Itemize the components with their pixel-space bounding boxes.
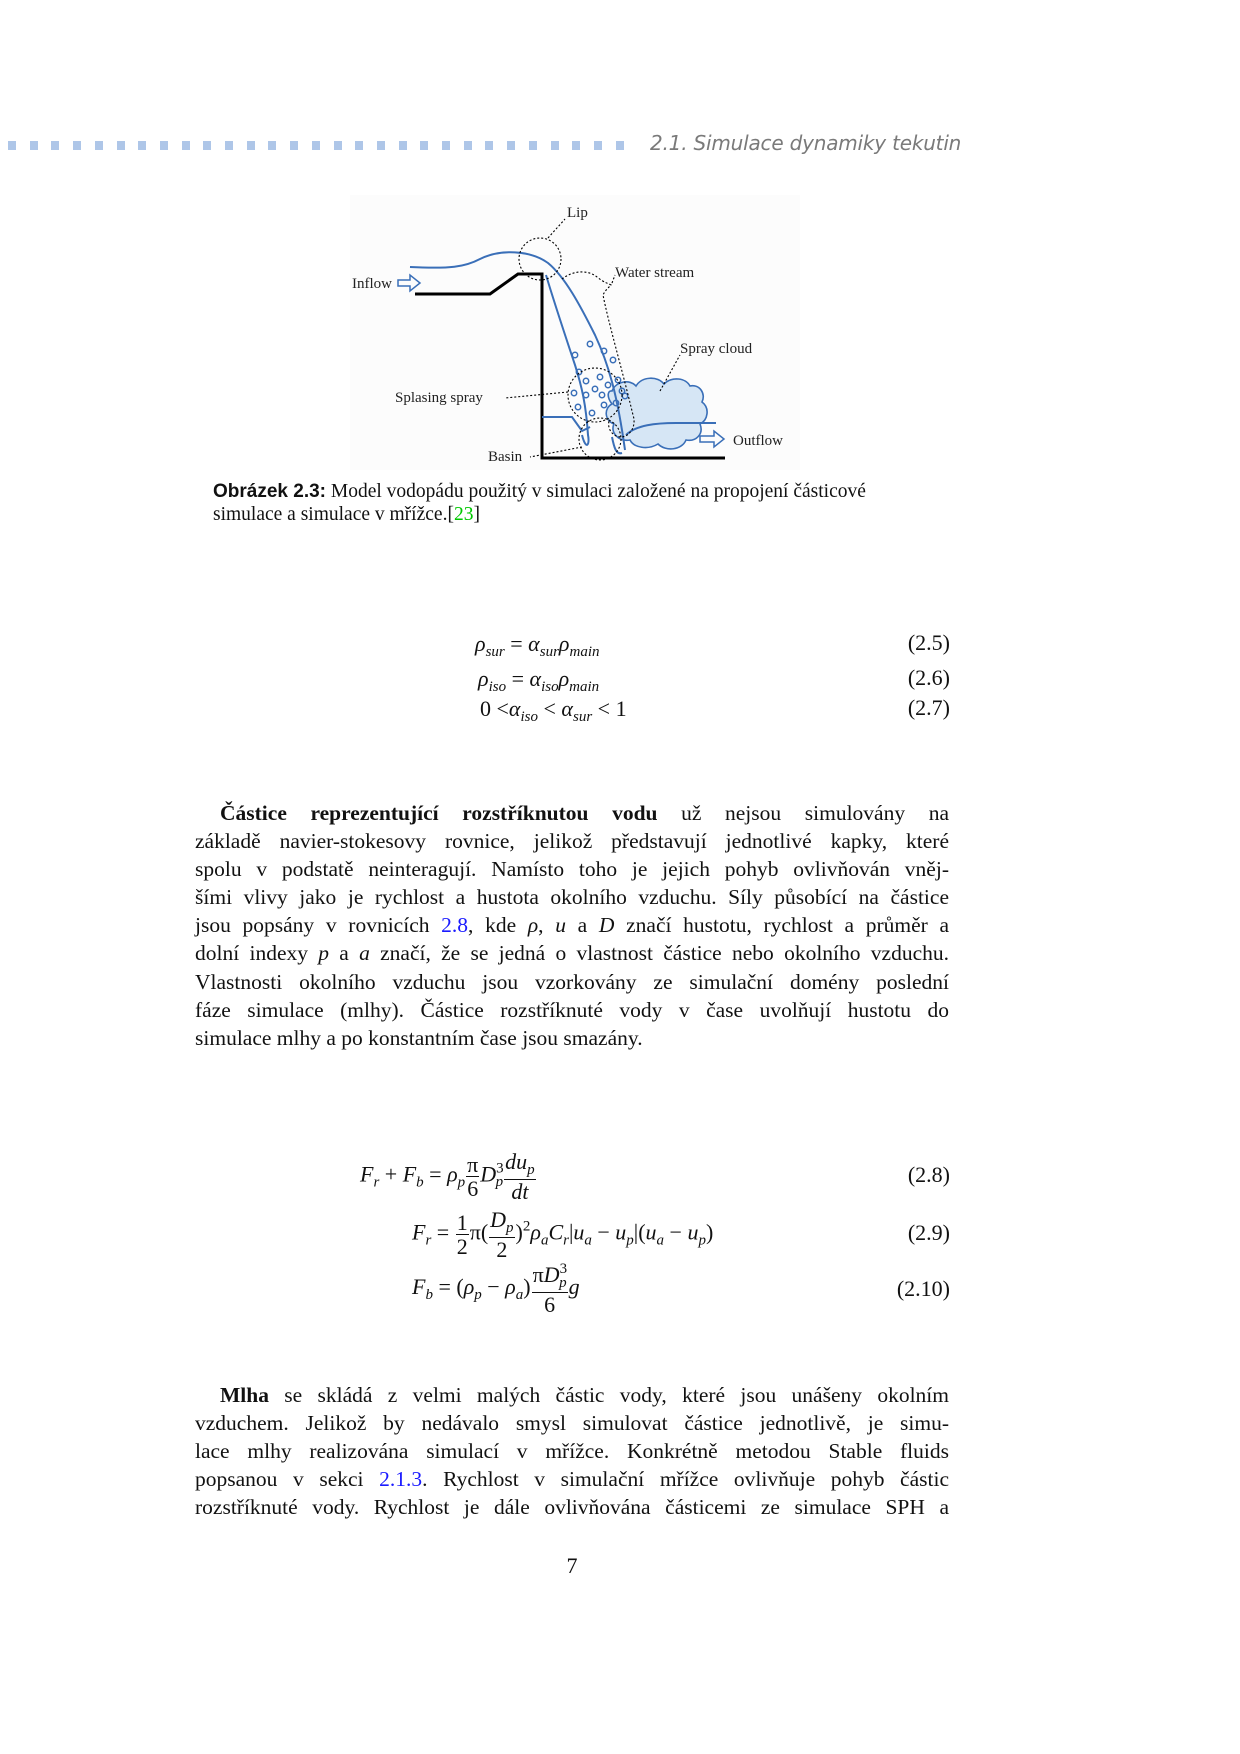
waterfall-model-figure xyxy=(350,195,800,470)
header-dot xyxy=(138,141,146,150)
section-ref-link[interactable]: 2.1.3 xyxy=(379,1467,423,1492)
header-dot xyxy=(594,141,602,150)
header-dot xyxy=(247,141,255,150)
header-dot-rule xyxy=(8,141,628,151)
header-dot xyxy=(399,141,407,150)
label-splasing-spray: Splasing spray xyxy=(395,390,483,406)
equation-ref-link[interactable]: 2.8 xyxy=(441,913,469,938)
caption-label: Obrázek 2.3: xyxy=(213,481,326,502)
equation-number: (2.5) xyxy=(907,630,950,655)
label-spray-cloud: Spray cloud xyxy=(680,341,753,357)
header-dot xyxy=(420,141,428,150)
caption-text-line1: Model vodopádu použitý v simulaci založené na propojení částicové xyxy=(330,481,866,502)
header-dot xyxy=(312,141,320,150)
equation-2-5: $\rho_{sur} = \alpha_{sur}\rho_{main}$ xyxy=(475,631,600,660)
page-number: 7 xyxy=(566,1553,578,1578)
equation-2-8: $F_r + F_b = \rho_p$ $\frac{\pi}{6}$ $D^3_p$ $\frac{du_p}{dt}$ xyxy=(360,1149,535,1204)
header-dot xyxy=(529,141,537,150)
figure-caption: Obrázek 2.3: Model vodopádu použitý v simulaci založené na propojení částicové simulace a simulace v mřížce.[23] xyxy=(213,481,866,525)
header-dot xyxy=(51,141,59,150)
running-header-section-title: 2.1. Simulace dynamiky tekutin xyxy=(650,131,962,155)
equation-number: (2.7) xyxy=(907,695,950,720)
equation-2-9: $F_r$ = $\frac{1}{2}$ π( $\frac{D_p}{2}$ )$^2\rho_aC_r|u_a - u_p|(u_a - u_p)$ xyxy=(412,1207,714,1262)
header-dot xyxy=(485,141,493,150)
caption-text-line2: simulace a simulace v mřížce. xyxy=(213,504,448,525)
header-dot xyxy=(616,141,624,150)
equation-2-7: $0 <\alpha_{iso} < \alpha_{sur} < 1$ xyxy=(480,696,627,725)
header-dot xyxy=(268,141,276,150)
equation-number: (2.9) xyxy=(907,1220,950,1245)
header-dot xyxy=(464,141,472,150)
header-dot xyxy=(203,141,211,150)
paragraph-spray-particles: Částice reprezentující rozstříknutou vodu už nejsou simulovány na základě navier-stokesovy rovnice, jelikož představují jednotlivé kapky, které spolu v podstatě neinteragují. Namísto toho je jejich pohyb ovlivňován vněj- šími vlivy jako je rychlost a hustota okolního vzduchu. Síly působící na částice jsou popsány v rovnicích 2.8, kde ρ, u a D značí hustotu, rychlost a průměr a dolní indexy p a a značí, že se jedná o vlastnost částice nebo okolního vzduchu. Vlastnosti okolního vzduchu jsou vzorkovány ze simulační domény poslední fáze simulace (mlhy). Částice rozstříknuté vody v čase uvolňují hustotu do simulace mlhy a po konstantním čase jsou smazány. xyxy=(195,801,950,1050)
header-dot xyxy=(225,141,233,150)
header-dot xyxy=(377,141,385,150)
equation-number: (2.6) xyxy=(907,665,950,690)
label-basin: Basin xyxy=(488,449,523,465)
header-dot xyxy=(507,141,515,150)
header-dot xyxy=(334,141,342,150)
header-dot xyxy=(290,141,298,150)
header-dot xyxy=(442,141,450,150)
header-dot xyxy=(30,141,38,150)
header-dot xyxy=(73,141,81,150)
paragraph-lead: Mlha xyxy=(220,1383,269,1407)
equation-number: (2.10) xyxy=(896,1276,950,1301)
header-dot xyxy=(182,141,190,150)
equation-2-10: $F_b = (\rho_p - \rho_a)$ $\frac{\pi D^3_p}{6}$ g xyxy=(412,1261,580,1317)
equation-2-6: $\rho_{iso} = \alpha_{iso}\rho_{main}$ xyxy=(478,666,600,695)
label-lip: Lip xyxy=(567,205,588,221)
label-outflow: Outflow xyxy=(733,433,783,449)
label-inflow: Inflow xyxy=(352,276,392,292)
header-dot xyxy=(117,141,125,150)
header-dot xyxy=(355,141,363,150)
paragraph-mist: Mlha se skládá z velmi malých částic vody, které jsou unášeny okolním vzduchem. Jelikož by nedávalo smysl simulovat částice jednotlivě, je simu- lace mlhy realizována simulací v mřížce. Konkrétně metodou Stable fluids popsanou v sekci 2.1.3. Rychlost v simulační mřížce ovlivňuje pohyb částic rozstříknuté vody. Rychlost je dále ovlivňována částicemi ze simulace SPH a xyxy=(195,1383,949,1520)
equation-number: (2.8) xyxy=(907,1162,950,1187)
citation-link[interactable]: 23 xyxy=(453,504,474,525)
header-dot xyxy=(95,141,103,150)
paragraph-lead: Částice reprezentující rozstříknutou vodu xyxy=(220,801,658,825)
label-water-stream: Water stream xyxy=(615,265,695,281)
header-dot xyxy=(551,141,559,150)
header-dot xyxy=(572,141,580,150)
header-dot xyxy=(160,141,168,150)
header-dot xyxy=(8,141,16,150)
